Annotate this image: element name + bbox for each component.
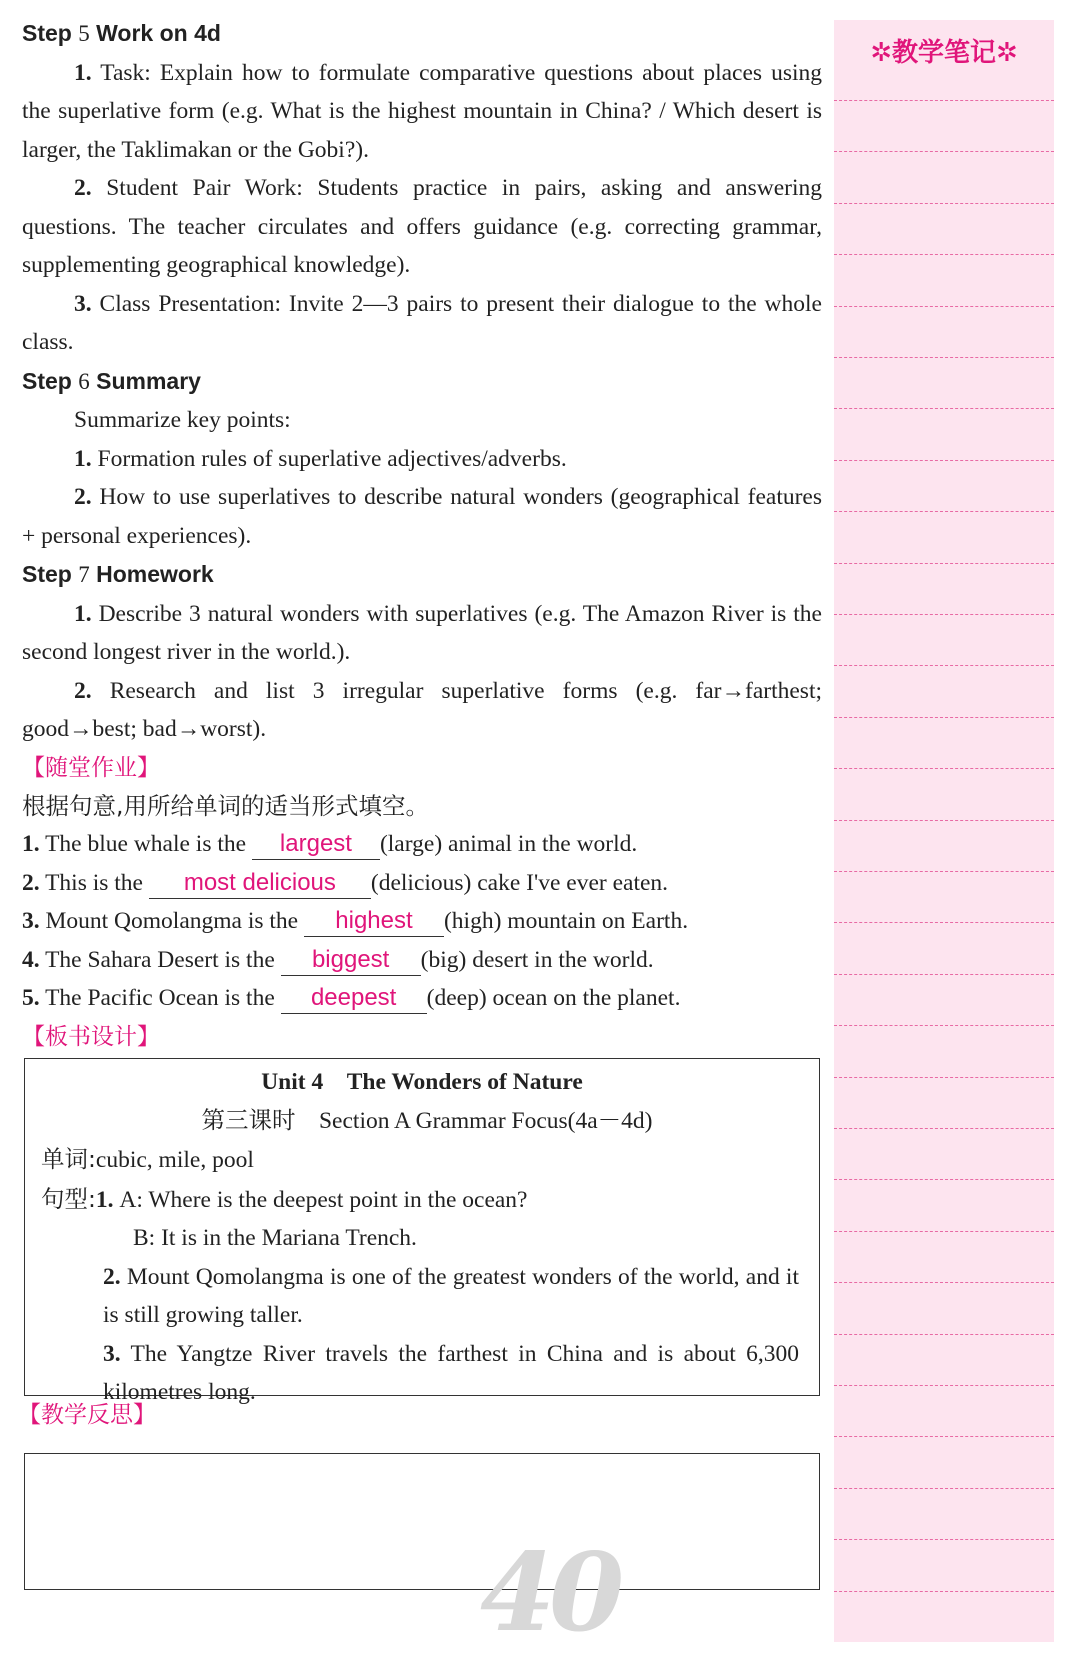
homework-heading: 【随堂作业】 — [22, 754, 160, 781]
notes-sidebar — [834, 20, 1054, 1642]
notes-rule-line — [834, 1025, 1054, 1026]
notes-rule-line — [834, 974, 1054, 975]
reflection-heading: 【教学反思】 — [18, 1402, 156, 1428]
board-sentence-1a: 句型:1. A: Where is the deepest point in the ocean? — [41, 1184, 528, 1213]
answer-blank: largest — [252, 829, 380, 860]
notes-rule-line — [834, 1334, 1054, 1335]
notes-rule-line — [834, 1488, 1054, 1489]
notes-rule-line — [834, 1385, 1054, 1386]
notes-rule-line — [834, 460, 1054, 461]
notes-rule-line — [834, 717, 1054, 718]
step7-item-2: 2. Research and list 3 irregular superlative forms (e.g. far→farthest; good→best; bad→worst). — [22, 677, 822, 742]
notes-rule-line — [834, 306, 1054, 307]
board-subtitle: 第三课时 Section A Grammar Focus(4a－4d) — [201, 1107, 653, 1134]
reflection-box[interactable] — [24, 1453, 820, 1590]
notes-rule-line — [834, 871, 1054, 872]
step-number: 5 — [78, 21, 90, 46]
homework-item: 5. The Pacific Ocean is the deepest (deep) ocean on the planet. — [22, 979, 822, 1018]
notes-heading: ✲教学笔记✲ — [870, 38, 1018, 68]
notes-rule-line — [834, 768, 1054, 769]
page-number: 40 — [480, 1530, 619, 1656]
board-sentence-3: 3. The Yangtze River travels the farthest in China and is about 6,300 kilometres long. — [103, 1340, 799, 1405]
step5-item-1: 1. Task: Explain how to formulate comparative questions about places using the superlative form (e.g. What is the highest mountain in China? / Which desert is larger, the Taklimakan or the Gobi?). — [22, 59, 822, 163]
board-words: 单词:cubic, mile, pool — [41, 1145, 254, 1173]
step-title: Work on 4d — [96, 20, 221, 46]
notes-rule-line — [834, 1077, 1054, 1078]
notes-rule-line — [834, 100, 1054, 101]
board-sentence-2: 2. Mount Qomolangma is one of the greatest wonders of the world, and it is still growing taller. — [103, 1263, 799, 1328]
notes-rule-line — [834, 1539, 1054, 1540]
step7-heading: Step 7 Homework — [22, 561, 214, 587]
step6-heading: Step 6 Summary — [22, 367, 201, 394]
notes-rule-line — [834, 511, 1054, 512]
homework-item: 4. The Sahara Desert is the biggest (big) desert in the world. — [22, 941, 822, 980]
notes-rule-line — [834, 151, 1054, 152]
board-title: Unit 4 The Wonders of Nature — [261, 1069, 583, 1095]
notes-rule-line — [834, 203, 1054, 204]
notes-rule-line — [834, 1436, 1054, 1437]
notes-rule-line — [834, 1591, 1054, 1592]
notes-rule-line — [834, 1179, 1054, 1180]
homework-item: 1. The blue whale is the largest (large) animal in the world. — [22, 825, 822, 864]
notes-rule-line — [834, 1282, 1054, 1283]
answer-blank: deepest — [281, 983, 427, 1014]
step6-item-2: 2. How to use superlatives to describe natural wonders (geographical features + personal experiences). — [22, 484, 822, 549]
answer-blank: biggest — [281, 945, 421, 976]
step5-heading — [22, 14, 822, 54]
step-label: Step — [22, 20, 72, 46]
main-content — [22, 14, 822, 1056]
answer-blank: highest — [304, 906, 444, 937]
board-heading: 【板书设计】 — [22, 1023, 160, 1050]
step5-item-3: 3. Class Presentation: Invite 2—3 pairs to present their dialogue to the whole class. — [22, 290, 822, 355]
board-design-box — [24, 1058, 820, 1405]
answer-blank: most delicious — [149, 868, 371, 899]
step7-item-1: 1. Describe 3 natural wonders with superlatives (e.g. The Amazon River is the second longest river in the world.). — [22, 600, 822, 665]
notes-rule-line — [834, 665, 1054, 666]
step5-item-2: 2. Student Pair Work: Students practice in pairs, asking and answering questions. The teacher circulates and offers guidance (e.g. correcting grammar, supplementing geographical knowledge). — [22, 175, 822, 278]
notes-rule-line — [834, 357, 1054, 358]
homework-instruction: 根据句意,用所给单词的适当形式填空。 — [22, 791, 429, 820]
step6-item-1: 1. Formation rules of superlative adjectives/adverbs. — [74, 445, 567, 472]
homework-item: 2. This is the most delicious (delicious) cake I've ever eaten. — [22, 864, 822, 903]
notes-rule-line — [834, 408, 1054, 409]
homework-item: 3. Mount Qomolangma is the highest (high) mountain on Earth. — [22, 902, 822, 941]
notes-rule-line — [834, 922, 1054, 923]
notes-rule-line — [834, 614, 1054, 615]
notes-rule-line — [834, 563, 1054, 564]
notes-rule-line — [834, 1231, 1054, 1232]
notes-rule-line — [834, 254, 1054, 255]
step6-intro: Summarize key points: — [74, 407, 291, 433]
board-sentence-1b: B: It is in the Mariana Trench. — [133, 1225, 417, 1251]
notes-rule-line — [834, 820, 1054, 821]
notes-rule-line — [834, 1128, 1054, 1129]
